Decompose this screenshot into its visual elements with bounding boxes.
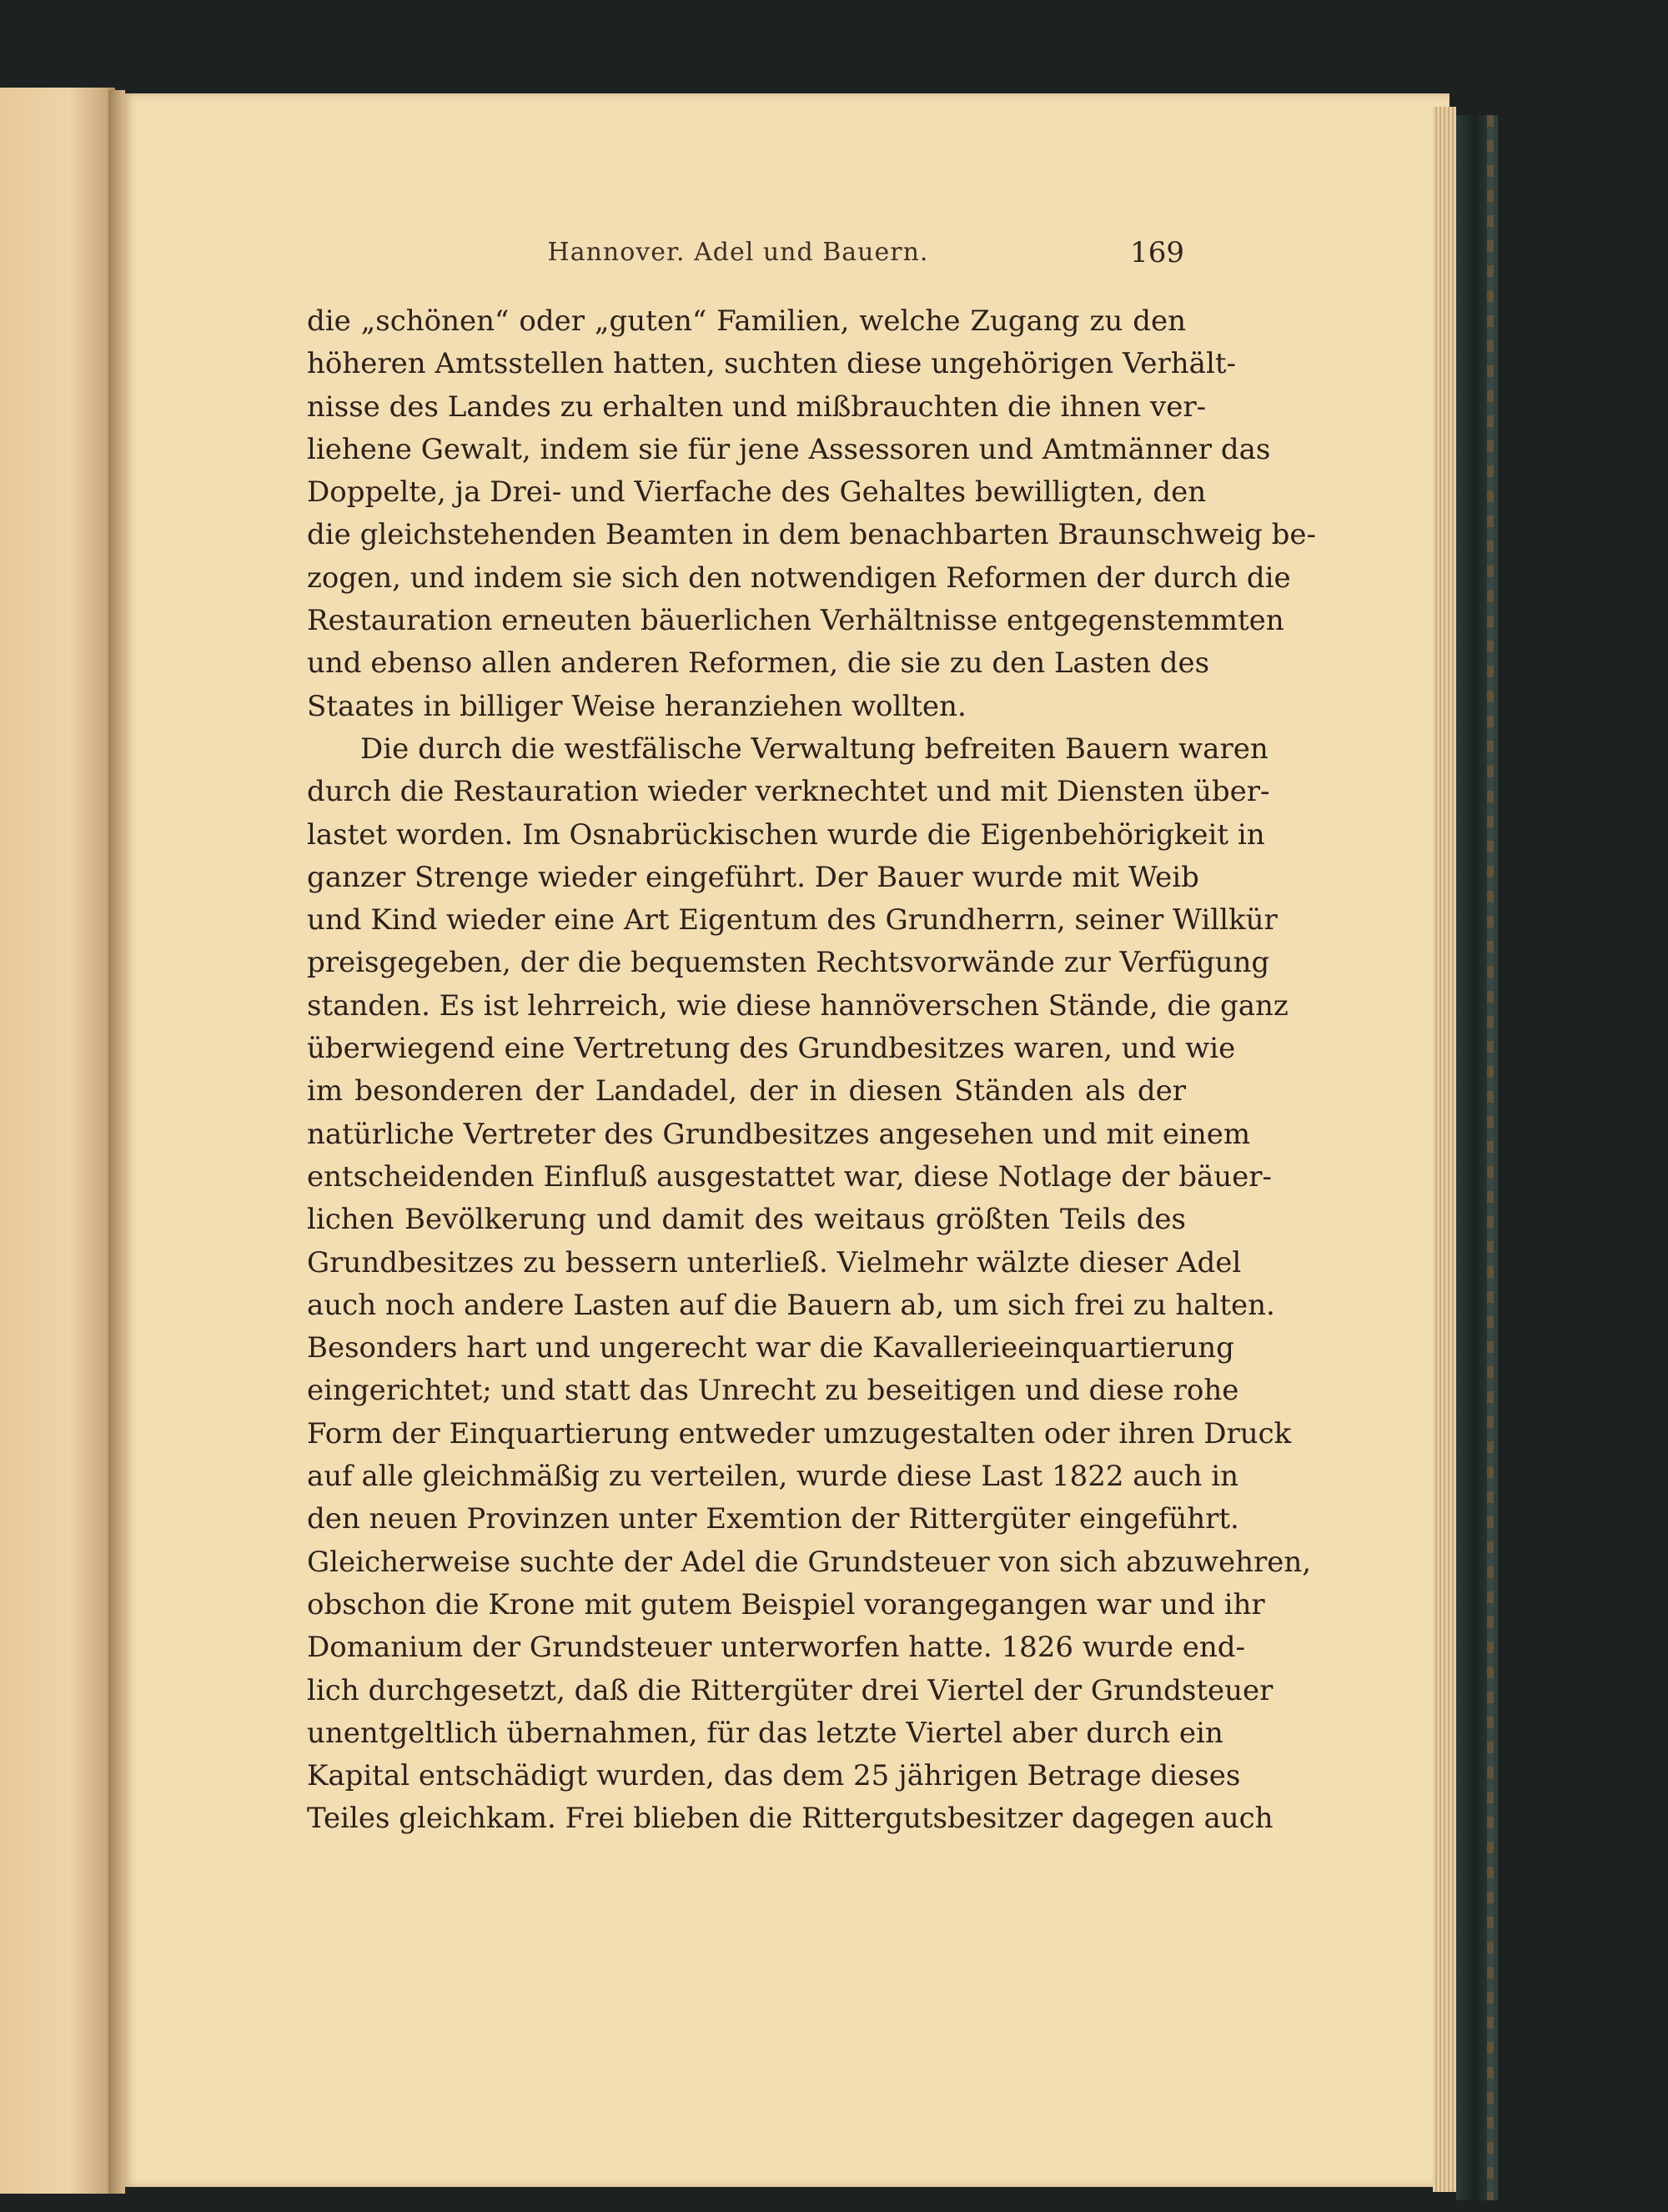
text-line: lich durchgesetzt, daß die Rittergüter drei Viertel der Grundsteuer: [307, 1673, 1274, 1707]
body-text: [307, 300, 1317, 1841]
text-line: auch noch andere Lasten auf die Bauern ab, um sich frei zu halten.: [307, 1288, 1275, 1322]
page-edges: [1433, 107, 1456, 2192]
text-line: lastet worden. Im Osnabrückischen wurde die Eigenbehörigkeit in: [307, 817, 1265, 852]
running-head: Hannover. Adel und Bauern.: [547, 238, 929, 267]
text-line: unentgeltlich übernahmen, für das letzte Viertel aber durch ein: [307, 1716, 1223, 1750]
text-line: Gleicherweise suchte der Adel die Grundsteuer von sich abzuwehren,: [307, 1545, 1312, 1579]
text-line: lichen Bevölkerung und damit des weitaus größten Teils des: [307, 1203, 1186, 1237]
text-line: Kapital entschädigt wurden, das dem 25 jährigen Betrage dieses: [307, 1759, 1241, 1793]
text-line: Restauration erneuten bäuerlichen Verhältnisse entgegenstemmten: [307, 604, 1284, 638]
text-line: und Kind wieder eine Art Eigentum des Grundherrn, seiner Willkür: [307, 903, 1278, 938]
text-line: Grundbesitzes zu bessern unterließ. Vielmehr wälzte dieser Adel: [307, 1245, 1242, 1279]
text-line: Domanium der Grundsteuer unterworfen hatte. 1826 wurde end-: [307, 1631, 1246, 1665]
text-line: die gleichstehenden Beamten in dem benachbarten Braunschweig be-: [307, 518, 1317, 552]
paragraph-start-line: Die durch die westfälische Verwaltung befreiten Bauern waren: [360, 731, 1269, 766]
cover-edge: [1487, 115, 1494, 2200]
text-line: entscheidenden Einfluß ausgestattet war, diese Notlage der bäuer-: [307, 1159, 1273, 1194]
text-line: Teiles gleichkam. Frei blieben die Rittergutsbesitzer dagegen auch: [307, 1802, 1274, 1836]
text-line: Besonders hart und ungerecht war die Kavallerieeinquartierung: [307, 1331, 1234, 1365]
page-number: 169: [1130, 236, 1184, 269]
book-gutter: [108, 90, 125, 2194]
text-line: und ebenso allen anderen Reformen, die sie zu den Lasten des: [307, 646, 1210, 681]
text-line: zogen, und indem sie sich den notwendigen Reformen der durch die: [307, 561, 1291, 595]
text-line: nisse des Landes zu erhalten und mißbrauchten die ihnen ver-: [307, 390, 1207, 424]
text-line: ganzer Strenge wieder eingeführt. Der Bauer wurde mit Weib: [307, 860, 1199, 894]
text-line: Form der Einquartierung entweder umzugestalten oder ihren Druck: [307, 1416, 1292, 1450]
text-line: Staates in billiger Weise heranziehen wollten.: [307, 689, 967, 723]
text-line: obschon die Krone mit gutem Beispiel vorangegangen war und ihr: [307, 1587, 1265, 1621]
text-line: Doppelte, ja Drei- und Vierfache des Gehaltes bewilligten, den: [307, 475, 1207, 510]
text-line: natürliche Vertreter des Grundbesitzes angesehen und mit einem: [307, 1117, 1251, 1151]
left-page-edge: [0, 88, 115, 2194]
text-line: liehene Gewalt, indem sie für jene Assessoren und Amtmänner das: [307, 432, 1271, 466]
text-line: überwiegend eine Vertretung des Grundbesitzes waren, und wie: [307, 1032, 1236, 1066]
text-line: durch die Restauration wieder verknechtet und mit Diensten über-: [307, 775, 1270, 809]
text-line: höheren Amtsstellen hatten, suchten diese ungehörigen Verhält-: [307, 347, 1236, 381]
text-line: den neuen Provinzen unter Exemtion der Rittergüter eingeführt.: [307, 1502, 1239, 1536]
text-line: eingerichtet; und statt das Unrecht zu beseitigen und diese rohe: [307, 1374, 1239, 1408]
text-line: im besonderen der Landadel, der in diesen Ständen als der: [307, 1074, 1186, 1109]
text-line: standen. Es ist lehrreich, wie diese hannöverschen Stände, die ganz: [307, 988, 1289, 1023]
text-line: preisgegeben, der die bequemsten Rechtsvorwände zur Verfügung: [307, 946, 1270, 980]
text-line: die „schönen“ oder „guten“ Familien, welche Zugang zu den: [307, 304, 1186, 338]
text-line: auf alle gleichmäßig zu verteilen, wurde diese Last 1822 auch in: [307, 1460, 1238, 1494]
